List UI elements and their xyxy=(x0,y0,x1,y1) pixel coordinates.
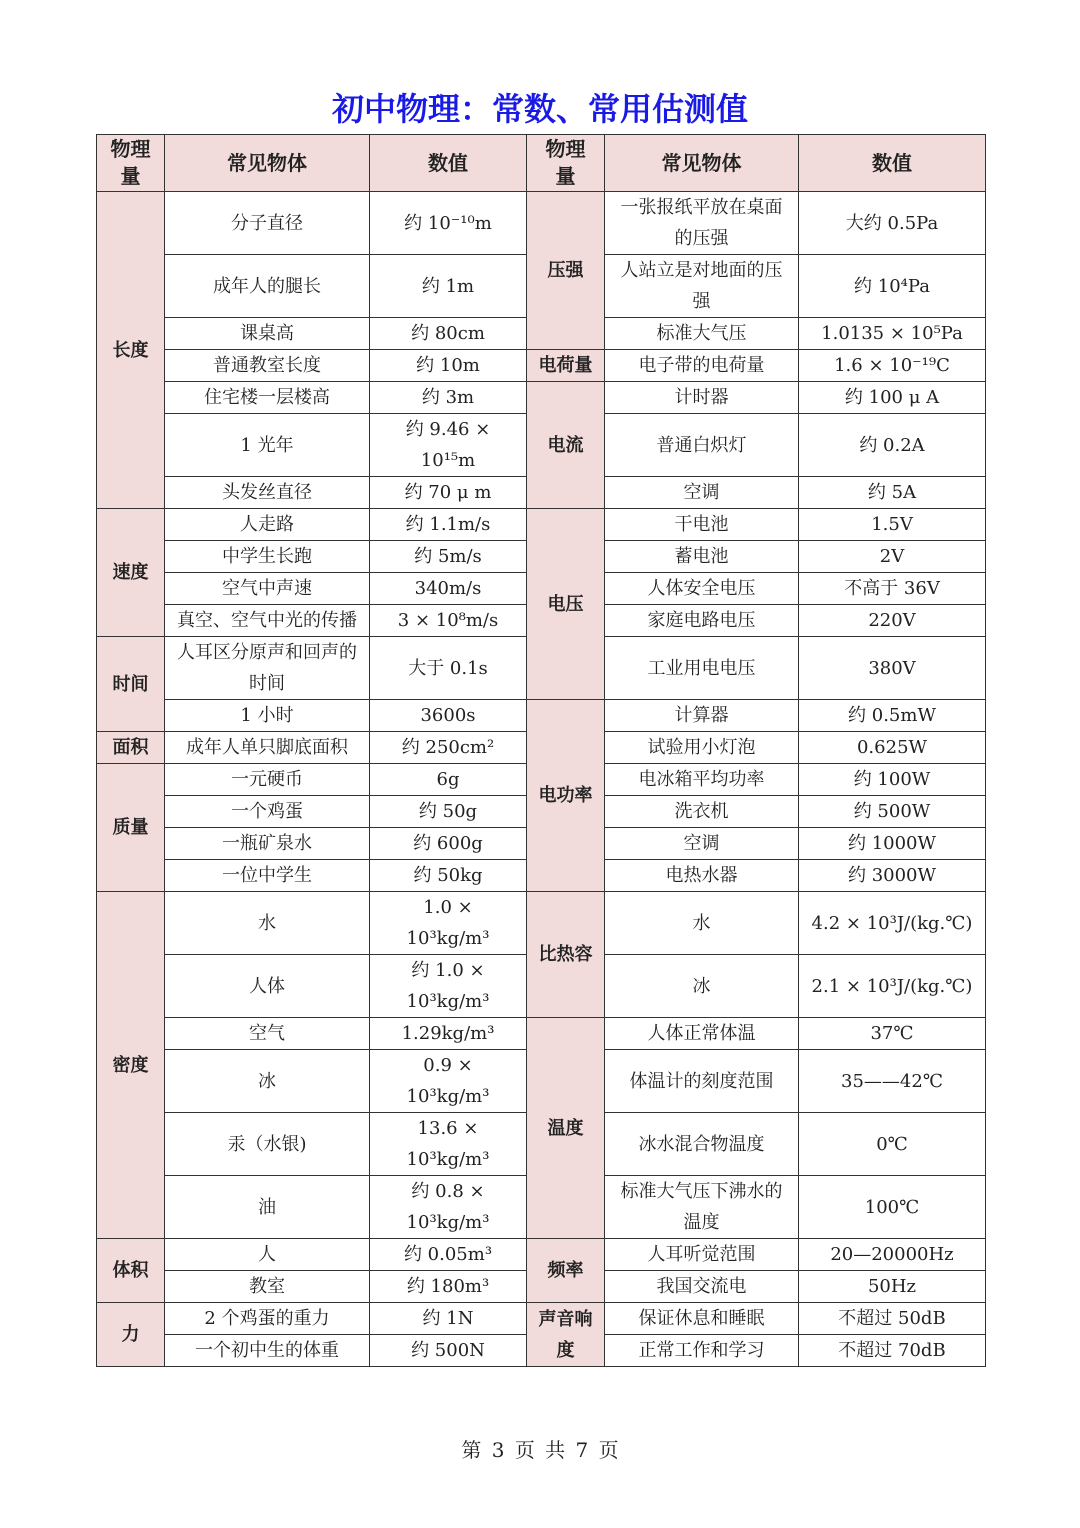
table-row xyxy=(97,892,986,955)
value-cell: 6g xyxy=(370,764,527,796)
value-cell: 0.9 × 10³kg/m³ xyxy=(370,1050,527,1113)
object-cell: 一个鸡蛋 xyxy=(165,796,370,828)
object-cell: 一瓶矿泉水 xyxy=(165,828,370,860)
value-cell: 约 1000W xyxy=(799,828,986,860)
object-cell: 中学生长跑 xyxy=(165,541,370,573)
header-object: 常见物体 xyxy=(605,135,799,192)
object-cell: 教室 xyxy=(165,1271,370,1303)
object-cell: 普通教室长度 xyxy=(165,350,370,382)
value-cell: 约 0.2A xyxy=(799,414,986,477)
header-row xyxy=(97,135,986,192)
value-cell: 不超过 70dB xyxy=(799,1335,986,1367)
object-cell: 课桌高 xyxy=(165,318,370,350)
value-cell: 约 500N xyxy=(370,1335,527,1367)
object-cell: 水 xyxy=(165,892,370,955)
value-cell: 2V xyxy=(799,541,986,573)
object-cell: 计算器 xyxy=(605,700,799,732)
value-cell: 50Hz xyxy=(799,1271,986,1303)
value-cell: 约 1.1m/s xyxy=(370,509,527,541)
quantity-category: 电荷量 xyxy=(527,350,605,382)
object-cell: 1 小时 xyxy=(165,700,370,732)
object-cell: 保证休息和睡眠 xyxy=(605,1303,799,1335)
constants-table xyxy=(96,134,986,1367)
quantity-category: 时间 xyxy=(97,637,165,732)
object-cell: 洗衣机 xyxy=(605,796,799,828)
object-cell: 人耳区分原声和回声的时间 xyxy=(165,637,370,700)
object-cell: 住宅楼一层楼高 xyxy=(165,382,370,414)
value-cell: 约 1m xyxy=(370,255,527,318)
value-cell: 约 180m³ xyxy=(370,1271,527,1303)
value-cell: 13.6 × 10³kg/m³ xyxy=(370,1113,527,1176)
object-cell: 一张报纸平放在桌面的压强 xyxy=(605,192,799,255)
object-cell: 正常工作和学习 xyxy=(605,1335,799,1367)
value-cell: 2.1 × 10³J/(kg.℃) xyxy=(799,955,986,1018)
value-cell: 约 100 μ A xyxy=(799,382,986,414)
value-cell: 1.6 × 10⁻¹⁹C xyxy=(799,350,986,382)
object-cell: 试验用小灯泡 xyxy=(605,732,799,764)
table-row xyxy=(97,509,986,541)
table-row xyxy=(97,350,986,382)
object-cell: 人体安全电压 xyxy=(605,573,799,605)
value-cell: 380V xyxy=(799,637,986,700)
object-cell: 干电池 xyxy=(605,509,799,541)
value-cell: 1.5V xyxy=(799,509,986,541)
object-cell: 体温计的刻度范围 xyxy=(605,1050,799,1113)
object-cell: 成年人的腿长 xyxy=(165,255,370,318)
value-cell: 约 9.46 × 10¹⁵m xyxy=(370,414,527,477)
value-cell: 约 3000W xyxy=(799,860,986,892)
object-cell: 计时器 xyxy=(605,382,799,414)
object-cell: 空调 xyxy=(605,828,799,860)
value-cell: 3600s xyxy=(370,700,527,732)
value-cell: 约 0.05m³ xyxy=(370,1239,527,1271)
object-cell: 人站立是对地面的压强 xyxy=(605,255,799,318)
quantity-category: 温度 xyxy=(527,1018,605,1239)
value-cell: 约 5m/s xyxy=(370,541,527,573)
value-cell: 220V xyxy=(799,605,986,637)
object-cell: 冰水混合物温度 xyxy=(605,1113,799,1176)
quantity-category: 电功率 xyxy=(527,700,605,892)
object-cell: 工业用电电压 xyxy=(605,637,799,700)
header-value: 数值 xyxy=(799,135,986,192)
object-cell: 一元硬币 xyxy=(165,764,370,796)
value-cell: 约 500W xyxy=(799,796,986,828)
object-cell: 人体正常体温 xyxy=(605,1018,799,1050)
value-cell: 约 100W xyxy=(799,764,986,796)
object-cell: 人 xyxy=(165,1239,370,1271)
object-cell: 人耳听觉范围 xyxy=(605,1239,799,1271)
quantity-category: 速度 xyxy=(97,509,165,637)
object-cell: 成年人单只脚底面积 xyxy=(165,732,370,764)
value-cell: 不高于 36V xyxy=(799,573,986,605)
value-cell: 340m/s xyxy=(370,573,527,605)
value-cell: 约 10⁻¹⁰m xyxy=(370,192,527,255)
object-cell: 电子带的电荷量 xyxy=(605,350,799,382)
header-value: 数值 xyxy=(370,135,527,192)
object-cell: 家庭电路电压 xyxy=(605,605,799,637)
value-cell: 0.625W xyxy=(799,732,986,764)
quantity-category: 比热容 xyxy=(527,892,605,1018)
object-cell: 油 xyxy=(165,1176,370,1239)
value-cell: 约 0.5mW xyxy=(799,700,986,732)
object-cell: 冰 xyxy=(605,955,799,1018)
object-cell: 电冰箱平均功率 xyxy=(605,764,799,796)
quantity-category: 电压 xyxy=(527,509,605,700)
table-row xyxy=(97,1239,986,1271)
quantity-category: 电流 xyxy=(527,382,605,509)
header-object: 常见物体 xyxy=(165,135,370,192)
value-cell: 大于 0.1s xyxy=(370,637,527,700)
page-footer: 第 3 页 共 7 页 xyxy=(461,1438,619,1462)
quantity-category: 频率 xyxy=(527,1239,605,1303)
quantity-category: 压强 xyxy=(527,192,605,350)
quantity-category: 长度 xyxy=(97,192,165,509)
value-cell: 约 5A xyxy=(799,477,986,509)
object-cell: 空气中声速 xyxy=(165,573,370,605)
value-cell: 35——42℃ xyxy=(799,1050,986,1113)
value-cell: 约 250cm² xyxy=(370,732,527,764)
value-cell: 20—20000Hz xyxy=(799,1239,986,1271)
object-cell: 我国交流电 xyxy=(605,1271,799,1303)
value-cell: 约 10⁴Pa xyxy=(799,255,986,318)
object-cell: 真空、空气中光的传播 xyxy=(165,605,370,637)
object-cell: 标准大气压下沸水的温度 xyxy=(605,1176,799,1239)
value-cell: 4.2 × 10³J/(kg.℃) xyxy=(799,892,986,955)
table-row xyxy=(97,382,986,414)
header-quantity: 物理量 xyxy=(527,135,605,192)
object-cell: 空气 xyxy=(165,1018,370,1050)
object-cell: 冰 xyxy=(165,1050,370,1113)
table-row xyxy=(97,1303,986,1335)
value-cell: 约 50kg xyxy=(370,860,527,892)
object-cell: 空调 xyxy=(605,477,799,509)
quantity-category: 声音响度 xyxy=(527,1303,605,1367)
quantity-category: 面积 xyxy=(97,732,165,764)
quantity-category: 力 xyxy=(97,1303,165,1367)
object-cell: 一个初中生的体重 xyxy=(165,1335,370,1367)
value-cell: 约 10m xyxy=(370,350,527,382)
table-row xyxy=(97,700,986,732)
value-cell: 约 3m xyxy=(370,382,527,414)
value-cell: 约 80cm xyxy=(370,318,527,350)
object-cell: 分子直径 xyxy=(165,192,370,255)
object-cell: 标准大气压 xyxy=(605,318,799,350)
value-cell: 1.29kg/m³ xyxy=(370,1018,527,1050)
value-cell: 约 1N xyxy=(370,1303,527,1335)
value-cell: 1.0135 × 10⁵Pa xyxy=(799,318,986,350)
value-cell: 约 0.8 × 10³kg/m³ xyxy=(370,1176,527,1239)
value-cell: 约 50g xyxy=(370,796,527,828)
value-cell: 37℃ xyxy=(799,1018,986,1050)
header-quantity: 物理量 xyxy=(97,135,165,192)
object-cell: 电热水器 xyxy=(605,860,799,892)
quantity-category: 密度 xyxy=(97,892,165,1239)
object-cell: 2 个鸡蛋的重力 xyxy=(165,1303,370,1335)
value-cell: 不超过 50dB xyxy=(799,1303,986,1335)
value-cell: 约 1.0 × 10³kg/m³ xyxy=(370,955,527,1018)
object-cell: 普通白炽灯 xyxy=(605,414,799,477)
quantity-category: 质量 xyxy=(97,764,165,892)
object-cell: 人走路 xyxy=(165,509,370,541)
object-cell: 水 xyxy=(605,892,799,955)
value-cell: 约 600g xyxy=(370,828,527,860)
table-row xyxy=(97,192,986,255)
value-cell: 大约 0.5Pa xyxy=(799,192,986,255)
object-cell: 蓄电池 xyxy=(605,541,799,573)
object-cell: 1 光年 xyxy=(165,414,370,477)
page-title: 初中物理：常数、常用估测值 xyxy=(331,90,748,128)
value-cell: 100℃ xyxy=(799,1176,986,1239)
value-cell: 约 70 μ m xyxy=(370,477,527,509)
object-cell: 人体 xyxy=(165,955,370,1018)
quantity-category: 体积 xyxy=(97,1239,165,1303)
table-row xyxy=(97,1018,986,1050)
value-cell: 1.0 × 10³kg/m³ xyxy=(370,892,527,955)
value-cell: 0℃ xyxy=(799,1113,986,1176)
object-cell: 一位中学生 xyxy=(165,860,370,892)
value-cell: 3 × 10⁸m/s xyxy=(370,605,527,637)
object-cell: 头发丝直径 xyxy=(165,477,370,509)
object-cell: 汞（水银) xyxy=(165,1113,370,1176)
